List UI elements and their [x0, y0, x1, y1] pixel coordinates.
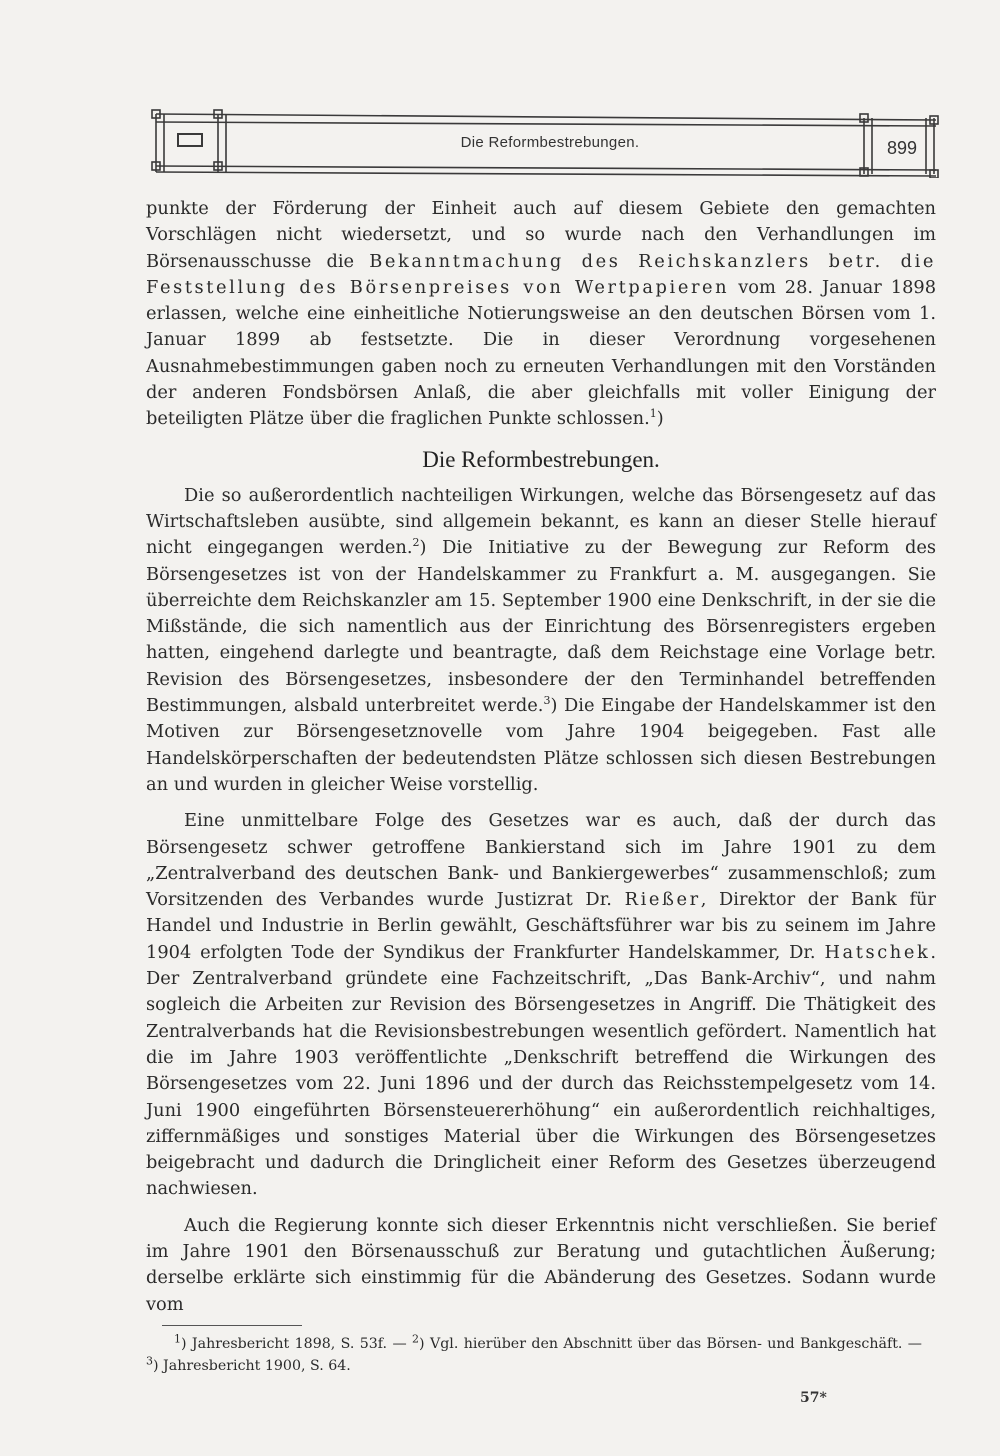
signature-mark: 57*: [800, 1390, 827, 1406]
footnotes: [146, 1333, 922, 1377]
footnote-2: ) Vgl. hierüber den Abschnitt über das Börsen- und Bankgeschäft. —: [419, 1336, 922, 1352]
text-run: Eine unmittelbare Folge des Gesetzes war es auch, daß der durch das Börsengesetz schwer getroffene Bankierstand sich im Jahre 1901 zu dem „Zentralverband des deutschen Bank- und Bankiergewerbes“ zusammenschloß; zum Vorsitzenden des Verbandes wurde Justizrat Dr.: [146, 810, 936, 911]
footnote-ref: 3: [543, 694, 551, 708]
text-run: Die so außerordentlich nachteiligen Wirkungen, welche das Börsengesetz auf das Wirtschaftsleben ausübte, sind allgemein bekannt, es kann an dieser Stelle hierauf nicht eingegangen werden.: [146, 484, 936, 559]
text-run: punkte der Förderung der Einheit auch auf diesem Gebiete den gemachten Vorschlägen nicht wiedersetzt, und so wurde nach den Verhandlungen im Börsenausschusse die: [146, 198, 936, 272]
section-heading: Die Reformbestrebungen.: [422, 446, 660, 472]
footnote-number: 1: [174, 1332, 181, 1346]
text-run: ) Die Initiative zu der Bewegung zur Reform des Börsengesetzes ist von der Handelskammer zu Frankfurt a. M. ausgegangen. Sie überreichte dem Reichskanzler am 15. September 1900 eine Denkschrift, in der sie die Mißstände, die sich namentlich aus der Einrichtung des Börsenregisters ergeben hatten, eingehend darlegte und beantragte, daß dem Reichstage eine Vorlage betr. Revision des Börsengesetzes, insbesondere der den Terminhandel betreffenden Bestimmungen, alsbald unterbreitet werde.: [146, 537, 936, 717]
footnote-divider: [162, 1325, 302, 1326]
paragraph: [146, 808, 936, 1202]
footnote-number: 2: [412, 1332, 420, 1346]
spaced-emphasis: Bekanntmachung des Reichskanzlers betr. die Feststellung des Börsenpreises von Wertpapieren: [146, 250, 936, 298]
text-run: ): [656, 408, 664, 430]
text-run: , Direktor der Bank für Handel und Industrie in Berlin gewählt, Geschäftsführer war bis zu seinem im Jahre 1904 erfolgten Tode der Syndikus der Frankfurter Handelskammer, Dr.: [146, 889, 936, 963]
footnote-ref: 2: [412, 536, 420, 550]
text-run: vom 28. Januar 1898 erlassen, welche eine einheitliche Notierungsweise an den deutschen Börsen vom 1. Januar 1899 ab festsetzte. Die in dieser Verordnung vorgesehenen Ausnahmebestimmungen gaben noch zu erneuten Verhandlungen mit den Vorständen der anderen Fondsbörsen Anlaß, die aber gleichfalls mit voller Einigung der beteiligten Plätze über die fraglichen Punkte schlossen.: [146, 276, 937, 430]
spaced-emphasis: Hatschek: [824, 941, 931, 963]
paragraph: [146, 483, 936, 799]
footnote-number: 3: [146, 1354, 153, 1368]
page-number: 899: [886, 138, 918, 158]
text-run: . Der Zentralverband gründete eine Fachzeitschrift, „Das Bank-Archiv“, und nahm sogleich die Arbeiten zur Revision des Börsengesetzes in Angriff. Die Thätigkeit des Zentralverbands hat die Revisionsbestrebungen wesentlich gefördert. Namentlich hat die im Jahre 1903 veröffentlichte „Denkschrift betreffend die Wirkungen des Börsengesetzes vom 22. Juni 1896 und der durch das Reichsstempelgesetz vom 14. Juni 1900 eingeführten Börsensteuererhöhung“ ein außerordentlich reichhaltiges, ziffernmäßiges und sonstiges Material über die Wirkungen des Börsengesetzes beigebracht und dadurch die Dringlicheit einer Reform des Gesetzes überzeugend nachwiesen.: [146, 941, 936, 1200]
footnote-ref: 1: [649, 407, 657, 421]
paragraph: Auch die Regierung konnte sich dieser Erkenntnis nicht verschließen. Sie berief im Jahre 1901 den Börsenausschuß zur Beratung und gutachtlichen Äußerung; derselbe erklärte sich einstimmig für die Abänderung des Gesetzes. Sodann wurde vom: [146, 1214, 936, 1315]
footnote-3: ) Jahresbericht 1900, S. 64.: [153, 1358, 351, 1374]
body-text: [146, 196, 936, 1318]
text-run: ) Die Eingabe der Handelskammer ist den Motiven zur Börsengesetznovelle vom Jahre 1904 beigegeben. Fast alle Handelskörperschaften der bedeutendsten Plätze schlossen sich diesen Bestrebungen an und wurden in gleicher Weise vorstellig.: [146, 695, 936, 795]
running-header-title: Die Reformbestrebungen.: [460, 134, 640, 151]
footnote-text: [146, 1333, 922, 1377]
spaced-emphasis: Rießer: [624, 889, 701, 911]
footnote-1: ) Jahresbericht 1898, S. 53f. —: [181, 1336, 413, 1352]
paragraph: [146, 196, 936, 433]
